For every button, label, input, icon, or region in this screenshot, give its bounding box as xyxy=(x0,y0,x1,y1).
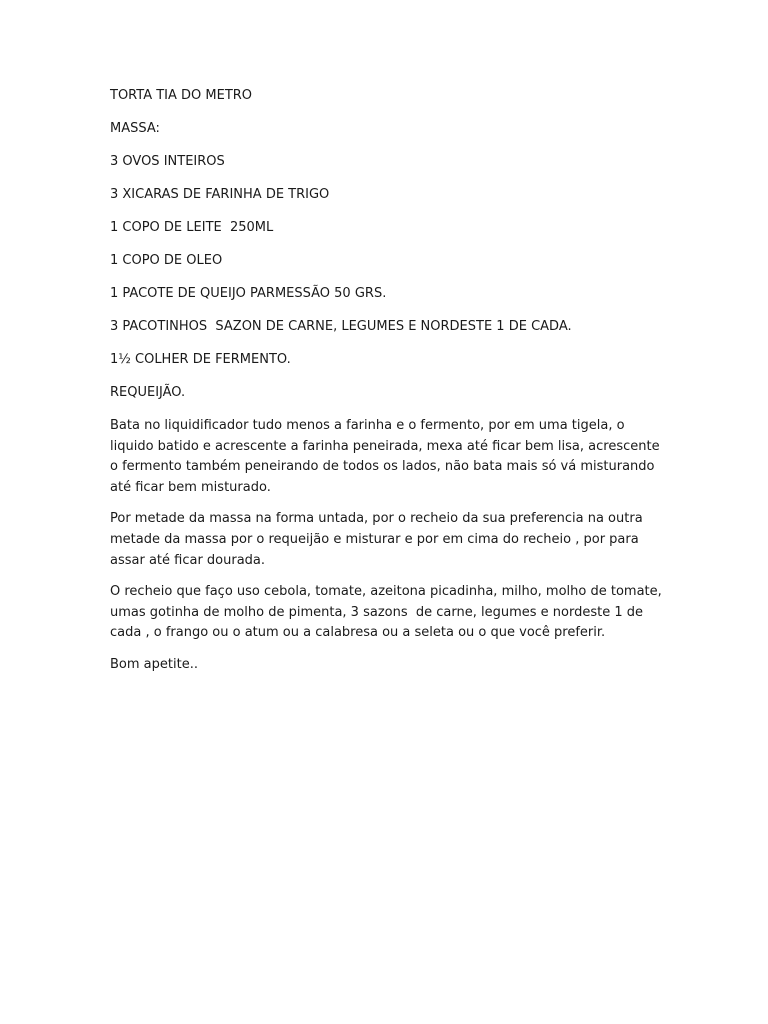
recipe-title: TORTA TIA DO METRO xyxy=(110,88,253,103)
ingredient-line: 3 XICARAS DE FARINHA DE TRIGO xyxy=(110,187,330,202)
ingredient-line: 3 OVOS INTEIROS xyxy=(110,154,225,169)
document-body xyxy=(110,86,666,688)
instruction-paragraph: Bata no liquidificador tudo menos a farinha e o fermento, por em uma tigela, o liquido batido e acrescente a farinha peneirada, mexa até ficar bem lisa, acrescente o fermento também peneirando de todos os lados, não bata mais só vá misturando até ficar bem misturado. xyxy=(110,418,664,496)
ingredient-line: 1½ COLHER DE FERMENTO. xyxy=(110,352,291,367)
ingredient-line: 1 COPO DE OLEO xyxy=(110,253,223,268)
instruction-paragraph: O recheio que faço uso cebola, tomate, azeitona picadinha, milho, molho de tomate, umas gotinha de molho de pimenta, 3 sazons de carne, legumes e nordeste 1 de cada , o frango ou o atum ou a calabresa ou a seleta ou o que você preferir. xyxy=(110,583,666,641)
closing-line: Bom apetite.. xyxy=(110,656,198,672)
ingredient-line: 3 PACOTINHOS SAZON DE CARNE, LEGUMES E NORDESTE 1 DE CADA. xyxy=(110,319,572,334)
instruction-paragraph: Por metade da massa na forma untada, por o recheio da sua preferencia na outra metade da massa por o requeijão e misturar e por em cima do recheio , por para assar até ficar dourada. xyxy=(110,511,647,568)
ingredient-line: 1 PACOTE DE QUEIJO PARMESSÃO 50 GRS. xyxy=(110,286,387,301)
ingredient-line: REQUEIJÃO. xyxy=(110,385,186,400)
section-label: MASSA: xyxy=(110,121,160,136)
ingredient-line: 1 COPO DE LEITE 250ML xyxy=(110,220,274,235)
